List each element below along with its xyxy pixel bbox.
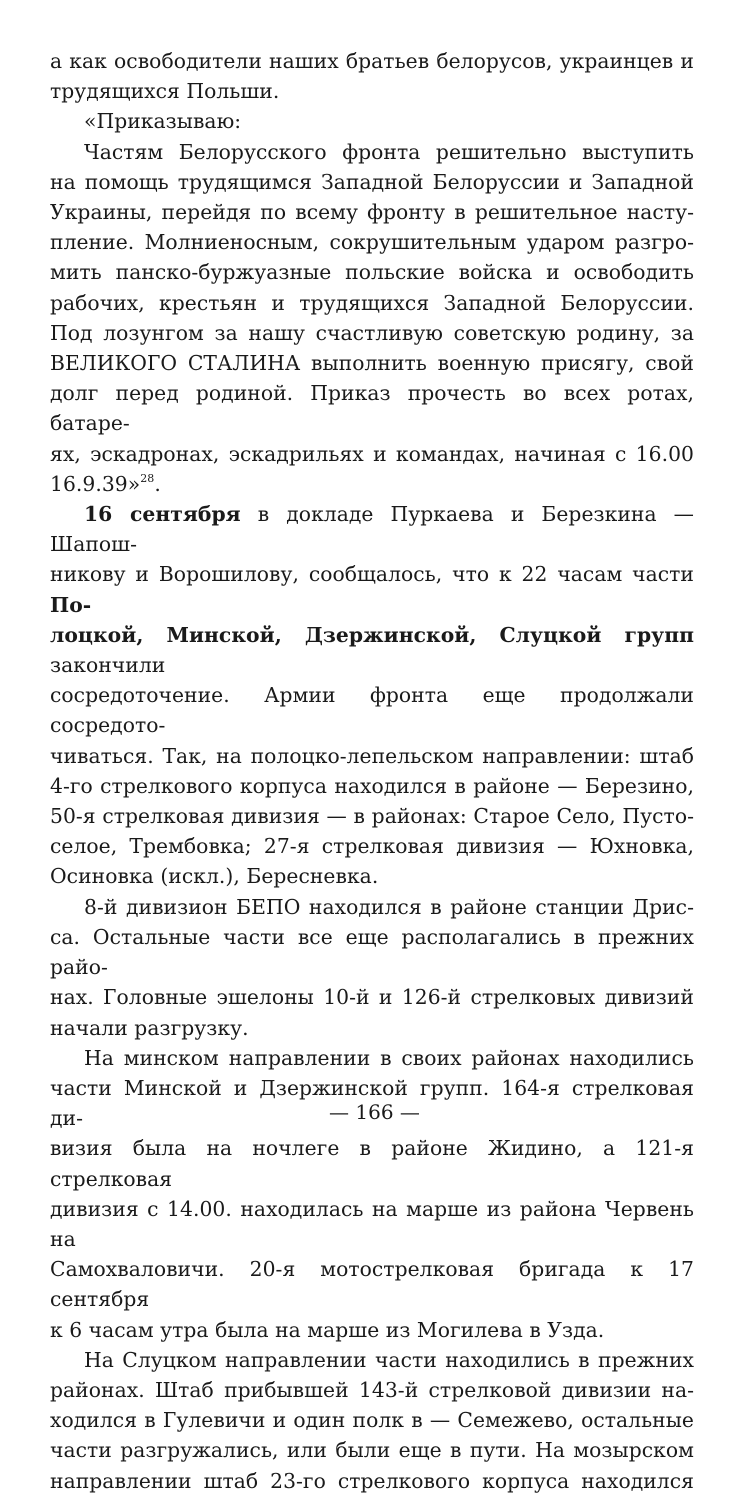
text-line: а как освободители наших братьев белорусов, украинцев и: [50, 49, 694, 73]
text-fragment: 16.9.39»: [50, 471, 141, 496]
text-line: ходился в Гулевичи и один полк в — Семежево, остальные: [50, 1408, 694, 1433]
text-line: на помощь трудящимся Западной Белоруссии и Западной: [50, 169, 694, 194]
text-line: сосредоточение. Армии фронта еще продолжали сосредото-: [50, 683, 694, 738]
text-line: пление. Молниеносным, сокрушительным ударом разгро-: [50, 230, 694, 255]
text-line: направлении штаб 23-го стрелкового корпуса находился: [50, 1468, 694, 1493]
text-line: к 6 часам утра была на марше из Могилева в Узда.: [50, 1317, 605, 1342]
text-line: начали разгрузку.: [50, 1015, 249, 1040]
text-line: трудящихся Польши.: [50, 79, 280, 104]
footnote-ref: 28: [140, 471, 155, 485]
text-line: чиваться. Так, на полоцко-лепельском направлении: штаб: [50, 743, 694, 768]
text-line: дивизия с 14.00. находилась на марше из района Червень на: [50, 1196, 694, 1251]
text-line: [50, 620, 694, 680]
text-line: Самохваловичи. 20-я мотострелковая бригада к 17 сентября: [50, 1257, 694, 1312]
text-line: 4-го стрелкового корпуса находился в районе — Березино,: [50, 773, 694, 798]
text-line: части Минской и Дзержинской групп. 164-я стрелковая ди-: [50, 1075, 694, 1131]
bold-date: 16 сентября: [84, 502, 241, 527]
text-line: районах. Штаб прибывшей 143-й стрелковой дивизии на-: [50, 1377, 694, 1402]
page-body: [50, 46, 694, 1496]
text-line: 16.9.39»$^{28}$.: [50, 471, 161, 496]
text-line: Частям Белорусского фронта решительно выступить: [84, 139, 694, 164]
text-line: визия была на ночлеге в районе Жидино, а 121-я стрелковая: [50, 1136, 694, 1191]
text-line: Под лозунгом за нашу счастливую советскую родину, за: [50, 320, 694, 345]
text-line: рабочих, крестьян и трудящихся Западной Белоруссии.: [50, 290, 694, 315]
text-line: селое, Трембовка; 27-я стрелковая дивизия — Юхновка,: [50, 834, 694, 859]
page-number: — 166 —: [329, 1100, 420, 1124]
text-line: ВЕЛИКОГО СТАЛИНА выполнить военную присягу, свой: [50, 351, 694, 376]
text-fragment: закончили: [50, 653, 166, 678]
text-line: ях, эскадронах, эскадрильях и командах, начиная с 16.00: [50, 441, 694, 466]
text-line: «Приказываю:: [84, 109, 242, 134]
text-line: На минском направлении в своих районах находились: [84, 1045, 694, 1070]
text-line: Осиновка (искл.), Бересневка.: [50, 864, 379, 889]
text-line: [50, 499, 694, 559]
text-line: Украины, перейдя по всему фронту в решительное насту-: [50, 200, 694, 225]
text-line: долг перед родиной. Приказ прочесть во всех ротах, батаре-: [50, 381, 694, 436]
bold-groups-b: лоцкой, Минской, Дзержинской, Слуцкой групп: [50, 622, 694, 647]
text-line: са. Остальные части все еще располагались в прежних райо-: [50, 924, 694, 980]
text-fragment: в докладе Пуркаева и Березкина — Шапош-: [50, 502, 694, 557]
text-line: 50-я стрелковая дивизия — в районах: Старое Село, Пусто-: [50, 804, 694, 829]
text-fragment: никову и Ворошилову, сообщалось, что к 22 часам части: [50, 562, 694, 587]
text-line: мить панско-буржуазные польские войска и освободить: [50, 260, 694, 285]
text-line: части разгружались, или были еще в пути. На мозырском: [50, 1438, 694, 1463]
text-line: 8-й дивизион БЕПО находился в районе станции Дрис-: [84, 894, 694, 919]
text-line: нах. Головные эшелоны 10-й и 126-й стрелковых дивизий: [50, 985, 694, 1010]
bold-groups-a: По-: [50, 592, 92, 617]
text-line: На Слуцком направлении части находились в прежних: [84, 1347, 694, 1372]
text-line: [50, 559, 694, 619]
